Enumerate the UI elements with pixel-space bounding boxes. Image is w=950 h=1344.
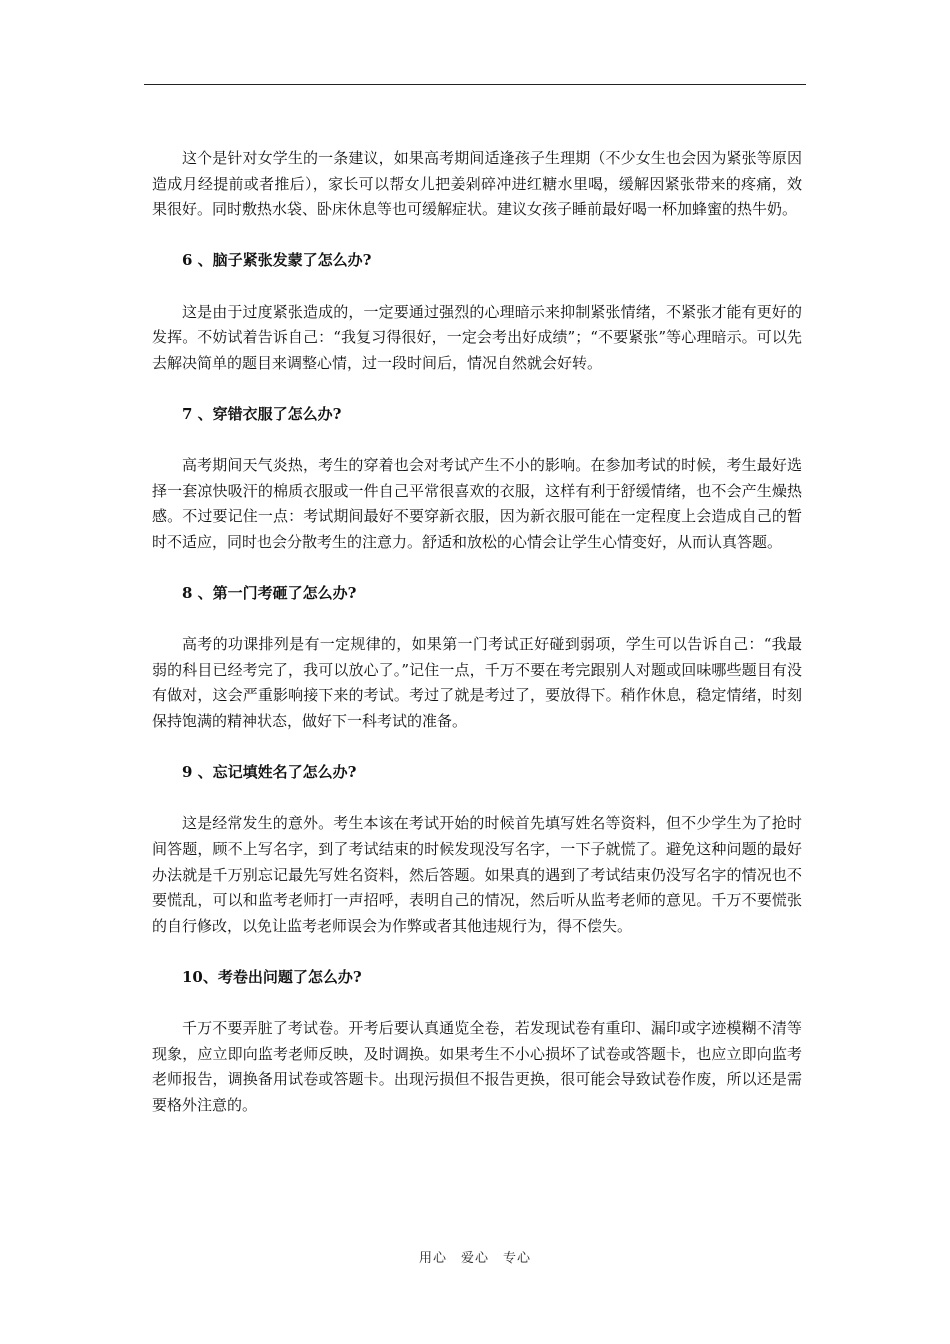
heading-7: 7 、穿错衣服了怎么办?	[182, 404, 342, 423]
paragraph-intro: 这个是针对女学生的一条建议，如果高考期间适逢孩子生理期（不少女生也会因为紧张等原因造成月经提前或者推后），家长可以帮女儿把姜剁碎冲进红糖水里喝，缓解因紧张带来的疼痛，效果很好。同时敷热水袋、卧床休息等也可缓解症状。建议女孩子睡前最好喝一杯加蜂蜜的热牛奶。	[152, 149, 802, 219]
heading-9: 9 、忘记填姓名了怎么办?	[182, 763, 357, 782]
page-footer: 用心 爱心 专心	[418, 1251, 531, 1266]
heading-8: 8 、第一门考砸了怎么办?	[182, 584, 357, 603]
paragraph-6: 这是由于过度紧张造成的，一定要通过强烈的心理暗示来抑制紧张情绪，不紧张才能有更好的发挥。不妨试着告诉自己：“我复习得很好，一定会考出好成绩”；“不要紧张”等心理暗示。可以先去解决简单的题目来调整心情，过一段时间后，情况自然就会好转。	[152, 302, 802, 372]
heading-10: 10、考卷出问题了怎么办?	[182, 968, 362, 986]
heading-6: 6 、脑子紧张发蒙了怎么办?	[182, 251, 372, 270]
paragraph-10: 千万不要弄脏了考试卷。开考后要认真通览全卷，若发现试卷有重印、漏印或字迹模糊不清等现象，应立即向监考老师反映，及时调换。如果考生不小心损坏了试卷或答题卡，也应立即向监考老师报告，调换备用试卷或答题卡。出现污损但不报告更换，很可能会导致试卷作废，所以还是需要格外注意的。	[152, 1019, 802, 1114]
document-body	[152, 146, 802, 1119]
paragraph-8: 高考的功课排列是有一定规律的，如果第一门考试正好碰到弱项，学生可以告诉自己：“我最弱的科目已经考完了，我可以放心了。”记住一点，千万不要在考完跟别人对题或回味哪些题目有没有做对，这会严重影响接下来的考试。考过了就是考过了，要放得下。稍作休息，稳定情绪，时刻保持饱满的精神状态，做好下一科考试的准备。	[152, 635, 802, 731]
paragraph-7: 高考期间天气炎热，考生的穿着也会对考试产生不小的影响。在参加考试的时候，考生最好选择一套凉快吸汗的棉质衣服或一件自己平常很喜欢的衣服，这样有利于舒缓情绪，也不会产生燥热感。不过要记住一点：考试期间最好不要穿新衣服，因为新衣服可能在一定程度上会造成自己的暂时不适应，同时也会分散考生的注意力。舒适和放松的心情会让学生心情变好，从而认真答题。	[152, 456, 802, 551]
paragraph-9: 这是经常发生的意外。考生本该在考试开始的时候首先填写姓名等资料，但不少学生为了抢时间答题，顾不上写名字，到了考试结束的时候发现没写名字，一下子就慌了。避免这种问题的最好办法就是千万别忘记最先写姓名资料，然后答题。如果真的遇到了考试结束仍没写名字的情况也不要慌乱，可以和监考老师打一声招呼，表明自己的情况，然后听从监考老师的意见。千万不要慌张的自行修改，以免让监考老师误会为作弊或者其他违规行为，得不偿失。	[152, 814, 802, 935]
header-rule	[144, 84, 806, 85]
